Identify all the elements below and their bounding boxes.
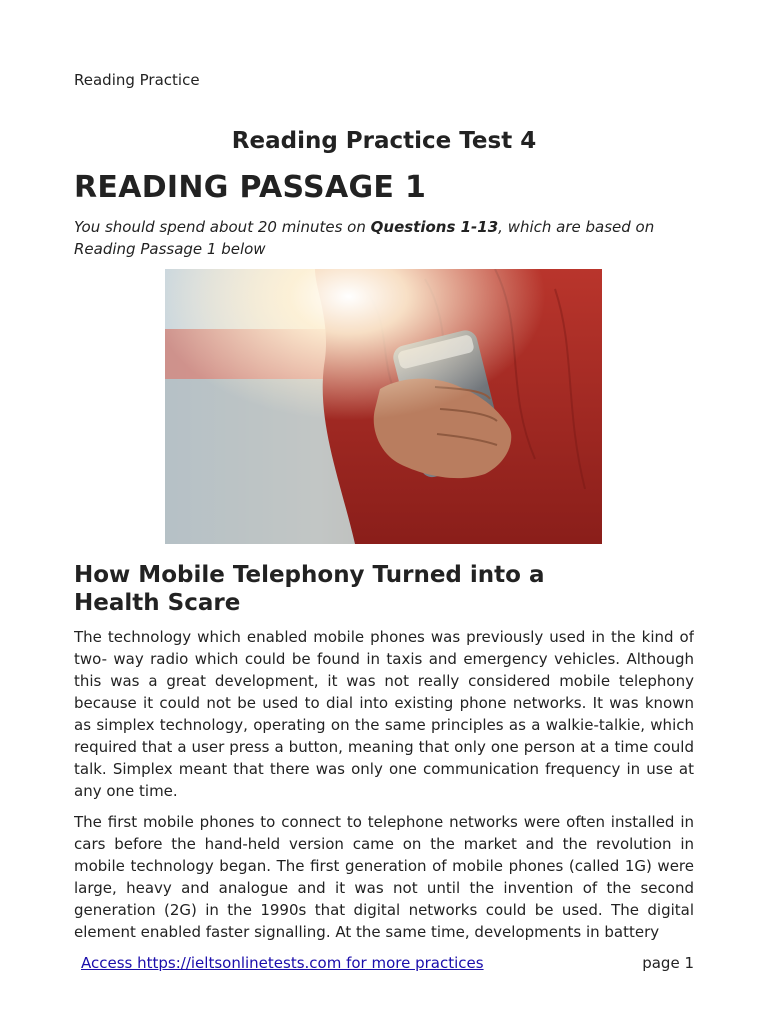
article-title: How Mobile Telephony Turned into a Health Scare (74, 562, 545, 616)
running-header: Reading Practice (74, 71, 200, 89)
passage-title: READING PASSAGE 1 (74, 170, 427, 205)
practice-site-link[interactable]: Access https://ieltsonlinetests.com for more practices (81, 954, 484, 972)
page-number: page 1 (642, 954, 694, 972)
instruction-suffix: , which are based on Reading Passage 1 below (74, 218, 655, 258)
hand-holding-phone-photo (165, 269, 602, 544)
paragraph-1: The technology which enabled mobile phones was previously used in the kind of two- way radio which could be found in taxis and emergency vehicles. Although this was a great development, it was not really considered mobile telephony because it could not be used to dial into existing phone networks. It was known as simplex technology, operating on the same principles as a walkie-talkie, which required that a user press a button, meaning that only one person at a time could talk. Simplex meant that there was only one communication frequency in use at any one time. (74, 628, 694, 800)
instruction-prefix: You should spend about 20 minutes on (74, 218, 371, 236)
article-body (74, 626, 694, 944)
test-title: Reading Practice Test 4 (231, 128, 537, 154)
paragraph-2: The first mobile phones to connect to telephone networks were often installed in cars before the hand-held version came on the market and the revolution in mobile technology began. The first generation of mobile phones (called 1G) were large, heavy and analogue and it was not until the invention of the second generation (2G) in the 1990s that digital networks could be used. The digital element enabled faster signalling. At the same time, developments in battery (74, 813, 694, 941)
instruction-text (74, 216, 694, 260)
instruction-questions: Questions 1-13 (370, 218, 499, 236)
